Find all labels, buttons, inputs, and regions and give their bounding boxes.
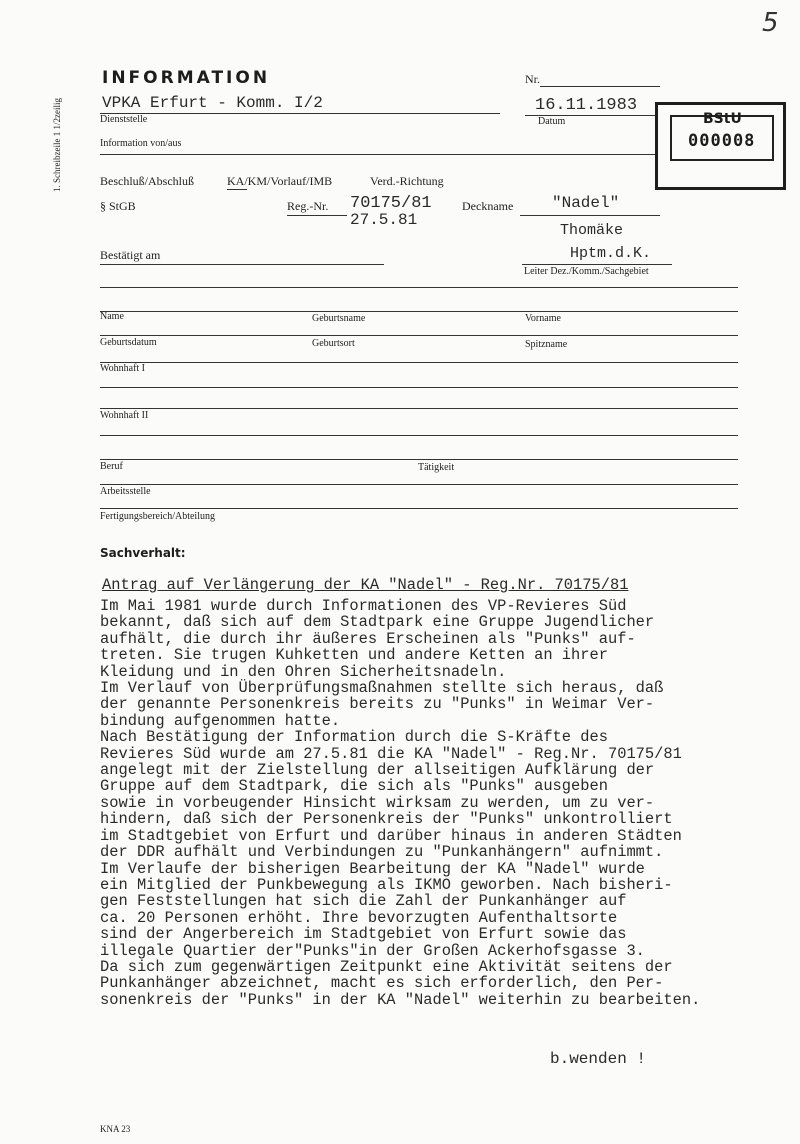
body-line: ca. 20 Personen erhöht. Ihre bevorzugten Aufenthaltsorte — [100, 908, 618, 927]
turn-over-note: b.wenden ! — [550, 1050, 647, 1068]
body-line: sowie in vorbeugender Hinsicht wirksam zu werden, um zu ver- — [100, 793, 655, 812]
body-line: Im Verlauf von Überprüfungsmaßnahmen stellte sich heraus, daß — [100, 679, 664, 698]
body-line: der genannte Personenkreis bereits zu "Punks" in Weimar Ver- — [100, 695, 655, 714]
body-line: aufhält, die durch ihr äußeres Erscheinen als "Punks" auf- — [100, 629, 636, 648]
regnr-date: 27.5.81 — [350, 211, 418, 229]
body-line: Revieres Süd wurde am 27.5.81 die KA "Nadel" - Reg.Nr. 70175/81 — [100, 744, 682, 763]
body-line: gen Feststellungen hat sich die Zahl der Punkanhänger auf — [100, 892, 627, 911]
page-number: 5 — [762, 8, 779, 38]
body-line: treten. Sie trugen Kuhketten und andere Ketten an ihrer — [100, 646, 608, 665]
margin-note: 1. Schreibzeile 1 1/2zeilig — [52, 98, 62, 192]
field-vorname: Vorname — [525, 313, 561, 324]
datum-label: Datum — [538, 116, 566, 127]
regnr-value: 70175/81 — [350, 194, 432, 213]
body-line: bekannt, daß sich auf dem Stadtpark eine Gruppe Jugendlicher — [100, 613, 655, 632]
deckname-label: Deckname — [462, 199, 514, 213]
body-line: hindern, daß sich der Personenkreis der "Punks" unkontrolliert — [100, 810, 673, 829]
body-line: bindung aufgenommen hatte. — [100, 711, 341, 730]
leiter-rank: Hptm.d.K. — [570, 245, 652, 262]
leiter-name: Thomäke — [560, 222, 624, 239]
information-von-label: Information von/aus — [100, 138, 182, 149]
deckname-value: "Nadel" — [552, 194, 620, 212]
field-beruf: Beruf — [100, 461, 123, 472]
field-geburtsdatum: Geburtsdatum — [100, 337, 157, 348]
body-line: der DDR aufhält und Verbindungen zu "Punkanhängern" aufnimmt. — [100, 843, 664, 862]
archive-stamp — [655, 102, 786, 190]
body-line: Im Mai 1981 wurde durch Informationen des VP-Revieres Süd — [100, 597, 627, 615]
body-line: Da sich zum gegenwärtigen Zeitpunkt eine Aktivität seitens der — [100, 957, 673, 976]
field-wohnhaft2: Wohnhaft II — [100, 410, 149, 421]
body-line: angelegt mit der Zielstellung der allseitigen Aufklärung der — [100, 761, 655, 780]
sachverhalt-label: Sachverhalt: — [100, 546, 186, 560]
field-spitzname: Spitzname — [525, 339, 568, 350]
body-line: Im Verlaufe der bisherigen Bearbeitung der KA "Nadel" wurde — [100, 859, 645, 878]
dienststelle-label: Dienststelle — [100, 114, 148, 125]
field-fertigung: Fertigungsbereich/Abteilung — [100, 511, 215, 522]
body-line: Gruppe auf dem Stadtpark, die sich als "Punks" ausgeben — [100, 777, 608, 796]
beschluss-label: Beschluß/Abschluß — [100, 174, 194, 188]
body-line: ein Mitglied der Punkbewegung als IKMO geworben. Nach bisheri- — [100, 875, 673, 894]
body-text — [100, 598, 770, 1008]
body-line: Punkanhänger abzeichnet, macht es sich erforderlich, den Per- — [100, 974, 664, 993]
field-wohnhaft1: Wohnhaft I — [100, 363, 146, 374]
stamp-number: 000008 — [688, 131, 756, 151]
field-taetigkeit: Tätigkeit — [418, 462, 455, 473]
body-line: illegale Quartier der"Punks"in der Großen Ackerhofsgasse 3. — [100, 941, 645, 960]
subject-line: Antrag auf Verlängerung der KA "Nadel" - Reg.Nr. 70175/81 — [102, 576, 629, 594]
beschluss-options: KA/KM/Vorlauf/IMB — [227, 174, 333, 188]
stgb-label: § StGB — [100, 199, 136, 213]
dienststelle-value: VPKA Erfurt - Komm. I/2 — [102, 94, 323, 112]
field-name: Name — [100, 311, 124, 322]
body-line: im Stadtgebiet von Erfurt und darüber hinaus in anderen Städten — [100, 826, 682, 845]
form-code: KNA 23 — [100, 1124, 131, 1134]
field-geburtsort: Geburtsort — [312, 338, 355, 349]
field-arbeitsstelle: Arbeitsstelle — [100, 486, 151, 497]
leiter-label: Leiter Dez./Komm./Sachgebiet — [524, 266, 649, 277]
nr-label: Nr. — [525, 72, 540, 86]
regnr-label: Reg.-Nr. — [287, 199, 329, 213]
stamp-agency: BStU — [703, 111, 742, 127]
body-line: sonenkreis der "Punks" in der KA "Nadel" weiterhin zu bearbeiten. — [100, 990, 701, 1009]
verd-richtung-label: Verd.-Richtung — [370, 174, 444, 188]
body-line: Kleidung und in den Ohren Sicherheitsnadeln. — [100, 662, 507, 681]
body-line: sind der Angerbereich im Stadtgebiet von Erfurt sowie das — [100, 925, 627, 944]
bestaetigt-label: Bestätigt am — [100, 248, 161, 262]
field-geburtsname: Geburtsname — [312, 313, 366, 324]
datum-value: 16.11.1983 — [535, 96, 638, 115]
body-line: Nach Bestätigung der Information durch die S-Kräfte des — [100, 728, 608, 747]
form-title: INFORMATION — [102, 68, 271, 88]
